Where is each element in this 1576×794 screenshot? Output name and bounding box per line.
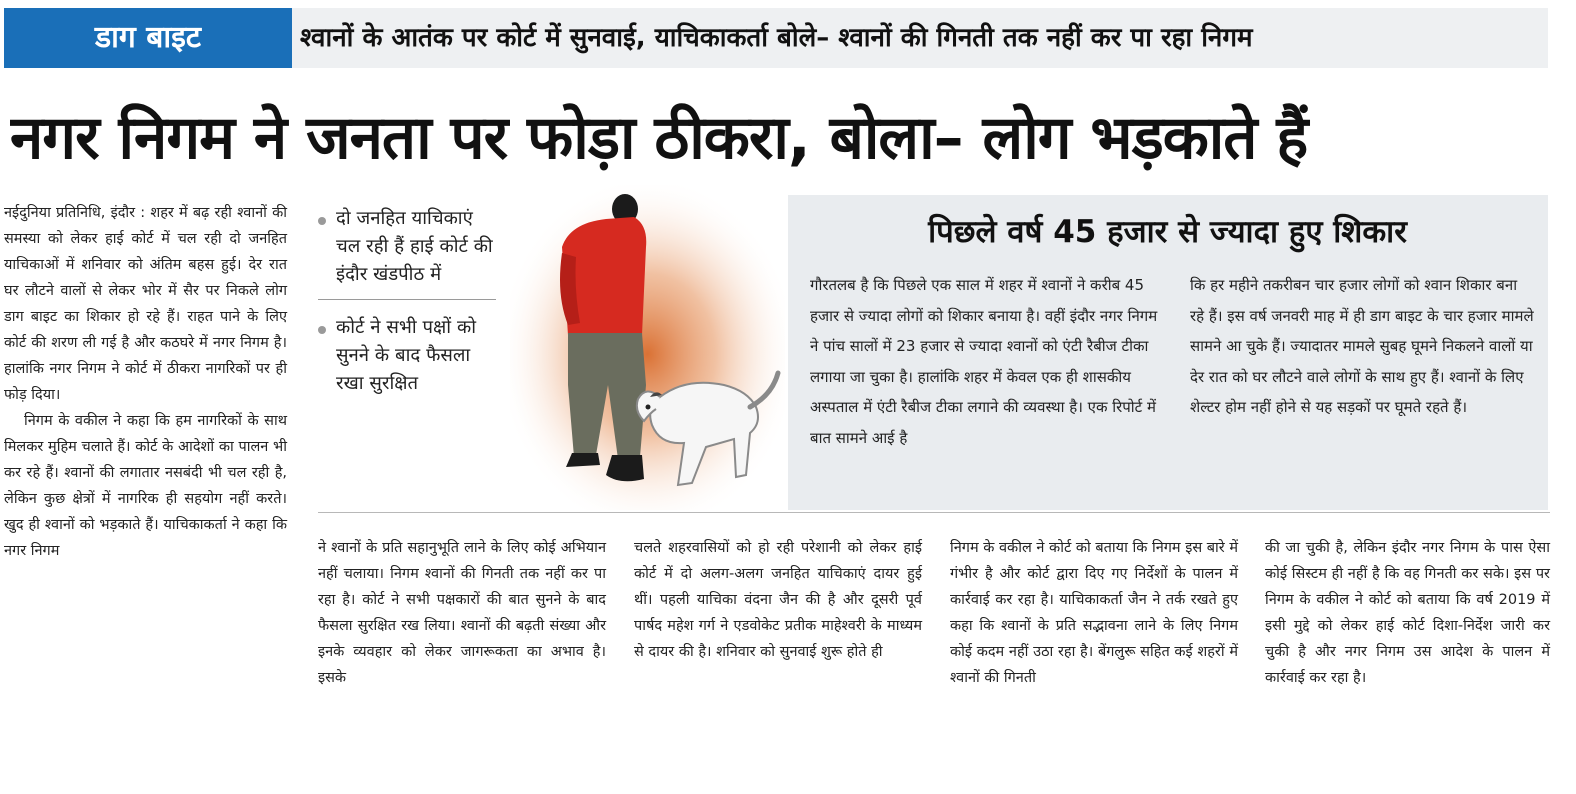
pullquote xyxy=(318,205,496,398)
article-paragraph: निगम के वकील ने कहा कि हम नागरिकों के साथ मिलकर मुहिम चलाते हैं। कोर्ट के आदेशों का पालन भी कर रहे हैं। श्वानों की लगातार नसबंदी भी चल रही है, लेकिन कुछ क्षेत्रों में नागरिक ही सहयोग नहीं करते। खुद ही श्वानों को भड़काते हैं। याचिकाकर्ता ने कहा कि नगर निगम xyxy=(4,413,287,559)
article-column-1 xyxy=(4,200,287,564)
section-divider xyxy=(318,512,1550,513)
infobox-column-1: गौरतलब है कि पिछले एक साल में शहर में श्वानों ने करीब 45 हजार से ज्यादा लोगों को शिकार बनाया है। वहीं इंदौर नगर निगम ने पांच सालों में 23 हजार से ज्यादा श्वानों को एंटी रैबीज टीका लगाया जा चुका है। हालांकि शहर में केवल एक ही शासकीय अस्पताल में एंटी रैबीज टीका लगाने की व्यवस्था है। एक रिपोर्ट में बात सामने आई है xyxy=(810,276,1158,447)
article-column-4: निगम के वकील ने कोर्ट को बताया कि निगम इस बारे में गंभीर है और कोर्ट द्वारा दिए गए निर्देशों के पालन में कार्रवाई कर रहा है। याचिकाकर्ता जैन ने तर्क रखते हुए कहा कि श्वानों के प्रति सद्भावना लाने के लिए निगम कोई कदम नहीं उठा रहा है। बेंगलुरू सहित कई शहरों में श्वानों की गिनती xyxy=(950,540,1238,686)
article-column-3: चलते शहरवासियों को हो रही परेशानी को लेकर हाई कोर्ट में दो अलग-अलग जनहित याचिकाएं दायर हुई थीं। पहली याचिका वंदना जैन की है और दूसरी पूर्व पार्षद महेश गर्ग ने एडवोकेट प्रतीक माहेश्वरी के माध्यम से दायर की है। शनिवार को सुनवाई शुरू होते ही xyxy=(634,540,922,660)
article-column-2: ने श्वानों के प्रति सहानुभूति लाने के लिए कोई अभियान नहीं चलाया। निगम श्वानों की गिनती तक नहीं कर पा रहा है। कोर्ट ने सभी पक्षकारों की बात सुनने के बाद फैसला सुरक्षित रख लिया। श्वानों की बढ़ती संख्या और इनके व्यवहार को लेकर जागरूकता का अभाव है। इसके xyxy=(318,540,606,686)
bullet-icon xyxy=(318,217,326,225)
pullquote-item: दो जनहित याचिकाएं चल रही हैं हाई कोर्ट की इंदौर खंडपीठ में xyxy=(318,205,496,289)
pullquote-item: कोर्ट ने सभी पक्षों को सुनने के बाद फैसला रखा सुरक्षित xyxy=(318,314,496,398)
pullquote-divider xyxy=(318,299,496,300)
infobox-column-2: कि हर महीने तकरीबन चार हजार लोगों को श्वान शिकार बना रहे हैं। इस वर्ष जनवरी माह में ही डाग बाइट के चार हजार मामले सामने आ चुके हैं। ज्यादातर मामले सुबह घूमने निकलने वालों या देर रात को घर लौटने वाले लोगों के साथ हुए हैं। श्वानों के लिए शेल्टर होम नहीं होने से यह सड़कों पर घूमते रहते हैं। xyxy=(1190,276,1534,416)
dog-bite-illustration xyxy=(510,185,785,510)
section-tag: डाग बाइट xyxy=(4,8,292,68)
main-headline: नगर निगम ने जनता पर फोड़ा ठीकरा, बोला– लोग भड़काते हैं xyxy=(10,103,1308,173)
bullet-icon xyxy=(318,326,326,334)
kicker-headline: श्वानों के आतंक पर कोर्ट में सुनवाई, याचिकाकर्ता बोले– श्वानों की गिनती तक नहीं कर पा रहा निगम xyxy=(300,23,1253,53)
article-column-5: की जा चुकी है, लेकिन इंदौर नगर निगम के पास ऐसा कोई सिस्टम ही नहीं है कि वह गिनती कर सके। इस पर निगम के वकील ने कोर्ट को बताया कि वर्ष 2019 में इसी मुद्दे को लेकर हाई कोर्ट दिशा-निर्देश जारी कर चुकी है और नगर निगम उस आदेश के पालन में कार्रवाई कर रहा है। xyxy=(1265,540,1550,686)
article-intro: नईदुनिया प्रतिनिधि, इंदौर : शहर में बढ़ रही श्वानों की समस्या को लेकर हाई कोर्ट में चल रही दो जनहित याचिकाओं में शनिवार को अंतिम बहस हुई। देर रात घर लौटने वालों से लेकर भोर में सैर पर निकले लोग डाग बाइट का शिकार हो रहे हैं। राहत पाने के लिए कोर्ट की शरण ली गई है और कठघरे में नगर निगम है। हालांकि नगर निगम ने कोर्ट में ठीकरा नागरिकों पर ही फोड़ दिया। xyxy=(4,205,287,403)
infobox-title: पिछले वर्ष 45 हजार से ज्यादा हुए शिकार xyxy=(928,214,1407,250)
